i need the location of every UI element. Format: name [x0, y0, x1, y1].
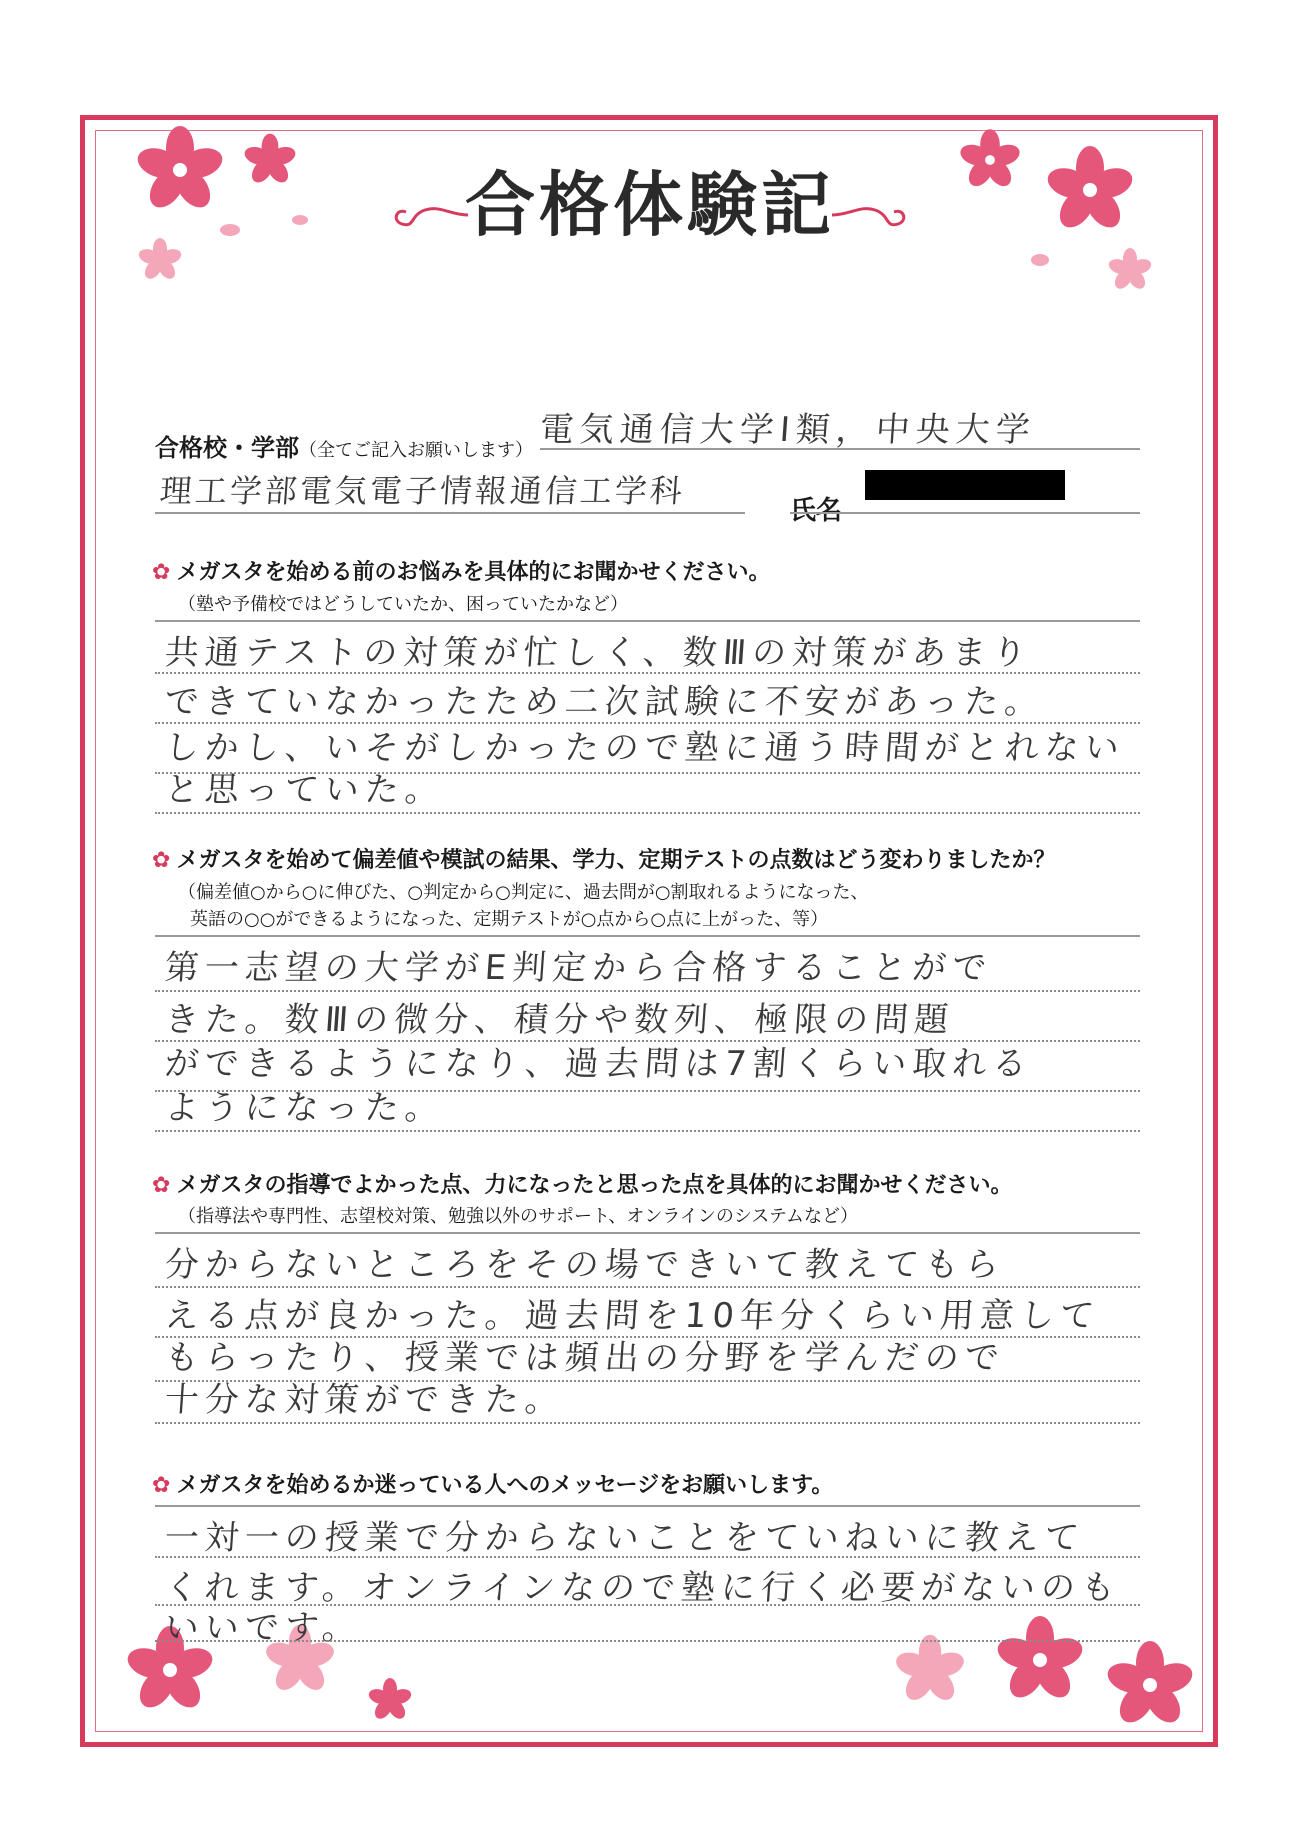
q1-answer-line[interactable]: しかし、いそがしかったので塾に通う時間がとれない	[163, 728, 1127, 768]
q2-ruled-line	[155, 1130, 1140, 1132]
cherry-blossom-icon: ✿	[152, 560, 171, 585]
question-3: ✿ メガスタの指導でよかった点、力になったと思った点を具体的にお聞かせください。	[152, 1173, 1013, 1198]
school-value-line2[interactable]: 理工学部電気電子情報通信工学科	[158, 472, 687, 510]
cherry-blossom-icon: ✿	[152, 1473, 171, 1498]
q2-answer-line[interactable]: 第一志望の大学がE判定から合格することがで	[163, 948, 994, 988]
q1-answer-line[interactable]: と思っていた。	[163, 770, 447, 810]
cherry-blossom-icon: ✿	[152, 1173, 171, 1198]
q4-answer-line[interactable]: 一対一の授業で分からないことをていねいに教えて	[163, 1518, 1087, 1558]
q1-answer-line[interactable]: 共通テストの対策が忙しく、数Ⅲの対策があまり	[163, 633, 1034, 673]
q2-answer-line[interactable]: きた。数Ⅲの微分、積分や数列、極限の問題	[163, 1000, 956, 1040]
school-line-2	[155, 512, 745, 514]
question-3-hint: （指導法や専門性、志望校対策、勉強以外のサポート、オンラインのシステムなど）	[178, 1206, 859, 1227]
name-redaction	[865, 470, 1065, 500]
question-2: ✿ メガスタを始めて偏差値や模試の結果、学力、定期テストの点数はどう変わりましたか？	[152, 848, 1056, 873]
q1-top-line	[155, 620, 1140, 622]
flourish-ornament	[830, 200, 920, 230]
question-1-hint: （塾や予備校ではどうしていたか、困っていたかなど）	[178, 594, 628, 615]
q3-answer-line[interactable]: 十分な対策ができた。	[163, 1380, 567, 1420]
q3-answer-line[interactable]: もらったり、授業では頻出の分野を学んだので	[163, 1338, 1007, 1378]
question-4: ✿ メガスタを始めるか迷っている人へのメッセージをお願いします。	[152, 1473, 834, 1498]
q4-top-line	[155, 1505, 1140, 1507]
school-line-1	[540, 448, 1140, 450]
school-value-line1[interactable]: 電気通信大学Ⅰ類，中央大学	[538, 410, 1038, 450]
title-area	[0, 160, 1300, 250]
q2-top-line	[155, 935, 1140, 937]
school-note: （全てご記入お願いします）	[299, 440, 533, 461]
question-2-hint: （偏差値○から○に伸びた、○判定から○判定に、過去問が○割取れるようになった、	[178, 882, 869, 903]
page-title: 合格体験記	[465, 163, 835, 246]
q3-top-line	[155, 1232, 1140, 1234]
q3-answer-line[interactable]: 分からないところをその場できいて教えてもら	[163, 1245, 1007, 1285]
q2-answer-line[interactable]: ようになった。	[163, 1088, 447, 1128]
name-line	[790, 512, 1140, 514]
q3-answer-line[interactable]: える点が良かった。過去問を10年分くらい用意して	[163, 1296, 1102, 1336]
cherry-blossom-icon	[870, 1610, 1200, 1740]
q1-answer-line[interactable]: できていなかったため二次試験に不安があった。	[163, 682, 1046, 722]
question-1: ✿ メガスタを始める前のお悩みを具体的にお聞かせください。	[152, 560, 771, 585]
q2-answer-line[interactable]: ができるようになり、過去問は7割くらい取れる	[163, 1044, 1034, 1084]
q4-ruled-line	[155, 1640, 1140, 1642]
school-label: 合格校・学部（全てご記入お願いします）	[155, 434, 533, 462]
form-frame	[80, 115, 1218, 1747]
q1-ruled-line	[155, 812, 1140, 814]
q4-answer-line[interactable]: くれます。オンラインなので塾に行く必要がないのも	[163, 1568, 1123, 1608]
cherry-blossom-icon: ✿	[152, 848, 171, 873]
q4-answer-line[interactable]: いいです。	[163, 1608, 364, 1648]
question-2-hint: 英語の○○ができるようになった、定期テストが○点から○点に上がった、等）	[190, 909, 829, 930]
name-label: 氏名	[790, 496, 843, 526]
flourish-ornament	[380, 200, 470, 230]
q3-ruled-line	[155, 1422, 1140, 1424]
q4-ruled-line	[155, 1556, 1140, 1558]
